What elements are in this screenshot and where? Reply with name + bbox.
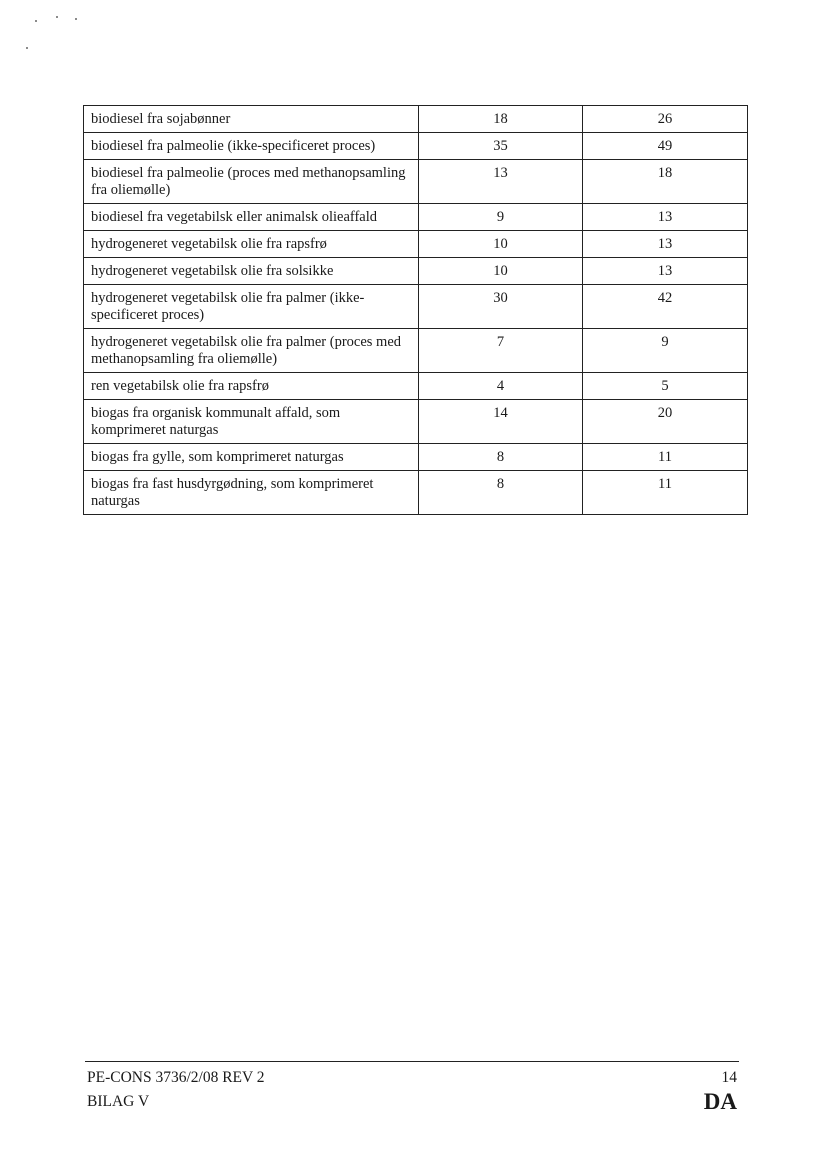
row-value-2: 13 bbox=[583, 258, 748, 285]
table-row bbox=[84, 204, 748, 231]
emissions-table-body bbox=[84, 106, 748, 515]
row-label: hydrogeneret vegetabilsk olie fra palmer (ikke-specificeret proces) bbox=[84, 285, 419, 329]
table-row bbox=[84, 400, 748, 444]
row-value-2: 9 bbox=[583, 329, 748, 373]
page-number: 14 bbox=[721, 1069, 737, 1086]
row-label: biodiesel fra vegetabilsk eller animalsk olieaffald bbox=[84, 204, 419, 231]
row-value-2: 11 bbox=[583, 444, 748, 471]
row-label: hydrogeneret vegetabilsk olie fra rapsfrø bbox=[84, 231, 419, 258]
row-value-1: 14 bbox=[419, 400, 583, 444]
row-value-2: 13 bbox=[583, 231, 748, 258]
row-label: biogas fra gylle, som komprimeret naturgas bbox=[84, 444, 419, 471]
table-row bbox=[84, 258, 748, 285]
scan-speck bbox=[35, 20, 37, 22]
table-row bbox=[84, 471, 748, 515]
row-label: biodiesel fra palmeolie (ikke-specificeret proces) bbox=[84, 133, 419, 160]
row-value-1: 8 bbox=[419, 444, 583, 471]
table-row bbox=[84, 231, 748, 258]
row-label: hydrogeneret vegetabilsk olie fra solsikke bbox=[84, 258, 419, 285]
row-value-2: 20 bbox=[583, 400, 748, 444]
row-value-2: 13 bbox=[583, 204, 748, 231]
row-label: biodiesel fra sojabønner bbox=[84, 106, 419, 133]
row-value-2: 11 bbox=[583, 471, 748, 515]
row-label: hydrogeneret vegetabilsk olie fra palmer (proces med methanopsamling fra oliemølle) bbox=[84, 329, 419, 373]
table-row bbox=[84, 329, 748, 373]
row-value-1: 4 bbox=[419, 373, 583, 400]
row-value-2: 42 bbox=[583, 285, 748, 329]
row-value-1: 10 bbox=[419, 231, 583, 258]
row-label: biogas fra fast husdyrgødning, som komprimeret naturgas bbox=[84, 471, 419, 515]
row-value-1: 13 bbox=[419, 160, 583, 204]
row-value-1: 10 bbox=[419, 258, 583, 285]
scan-speck bbox=[75, 18, 77, 20]
row-label: biogas fra organisk kommunalt affald, som komprimeret naturgas bbox=[84, 400, 419, 444]
emissions-table bbox=[83, 105, 748, 515]
table-row bbox=[84, 444, 748, 471]
row-value-1: 18 bbox=[419, 106, 583, 133]
row-value-1: 35 bbox=[419, 133, 583, 160]
row-value-2: 49 bbox=[583, 133, 748, 160]
row-value-1: 30 bbox=[419, 285, 583, 329]
row-value-2: 26 bbox=[583, 106, 748, 133]
row-label: biodiesel fra palmeolie (proces med methanopsamling fra oliemølle) bbox=[84, 160, 419, 204]
document-reference: PE-CONS 3736/2/08 REV 2 bbox=[87, 1069, 265, 1086]
row-label: ren vegetabilsk olie fra rapsfrø bbox=[84, 373, 419, 400]
row-value-1: 8 bbox=[419, 471, 583, 515]
table-row bbox=[84, 133, 748, 160]
row-value-1: 7 bbox=[419, 329, 583, 373]
table-row bbox=[84, 285, 748, 329]
row-value-2: 5 bbox=[583, 373, 748, 400]
annex-label: BILAG V bbox=[87, 1093, 150, 1110]
scan-speck bbox=[56, 16, 58, 18]
table-row bbox=[84, 106, 748, 133]
row-value-2: 18 bbox=[583, 160, 748, 204]
table-row bbox=[84, 160, 748, 204]
language-code: DA bbox=[703, 1089, 737, 1114]
row-value-1: 9 bbox=[419, 204, 583, 231]
scan-speck bbox=[26, 47, 28, 49]
table-row bbox=[84, 373, 748, 400]
footer-divider bbox=[85, 1061, 739, 1062]
